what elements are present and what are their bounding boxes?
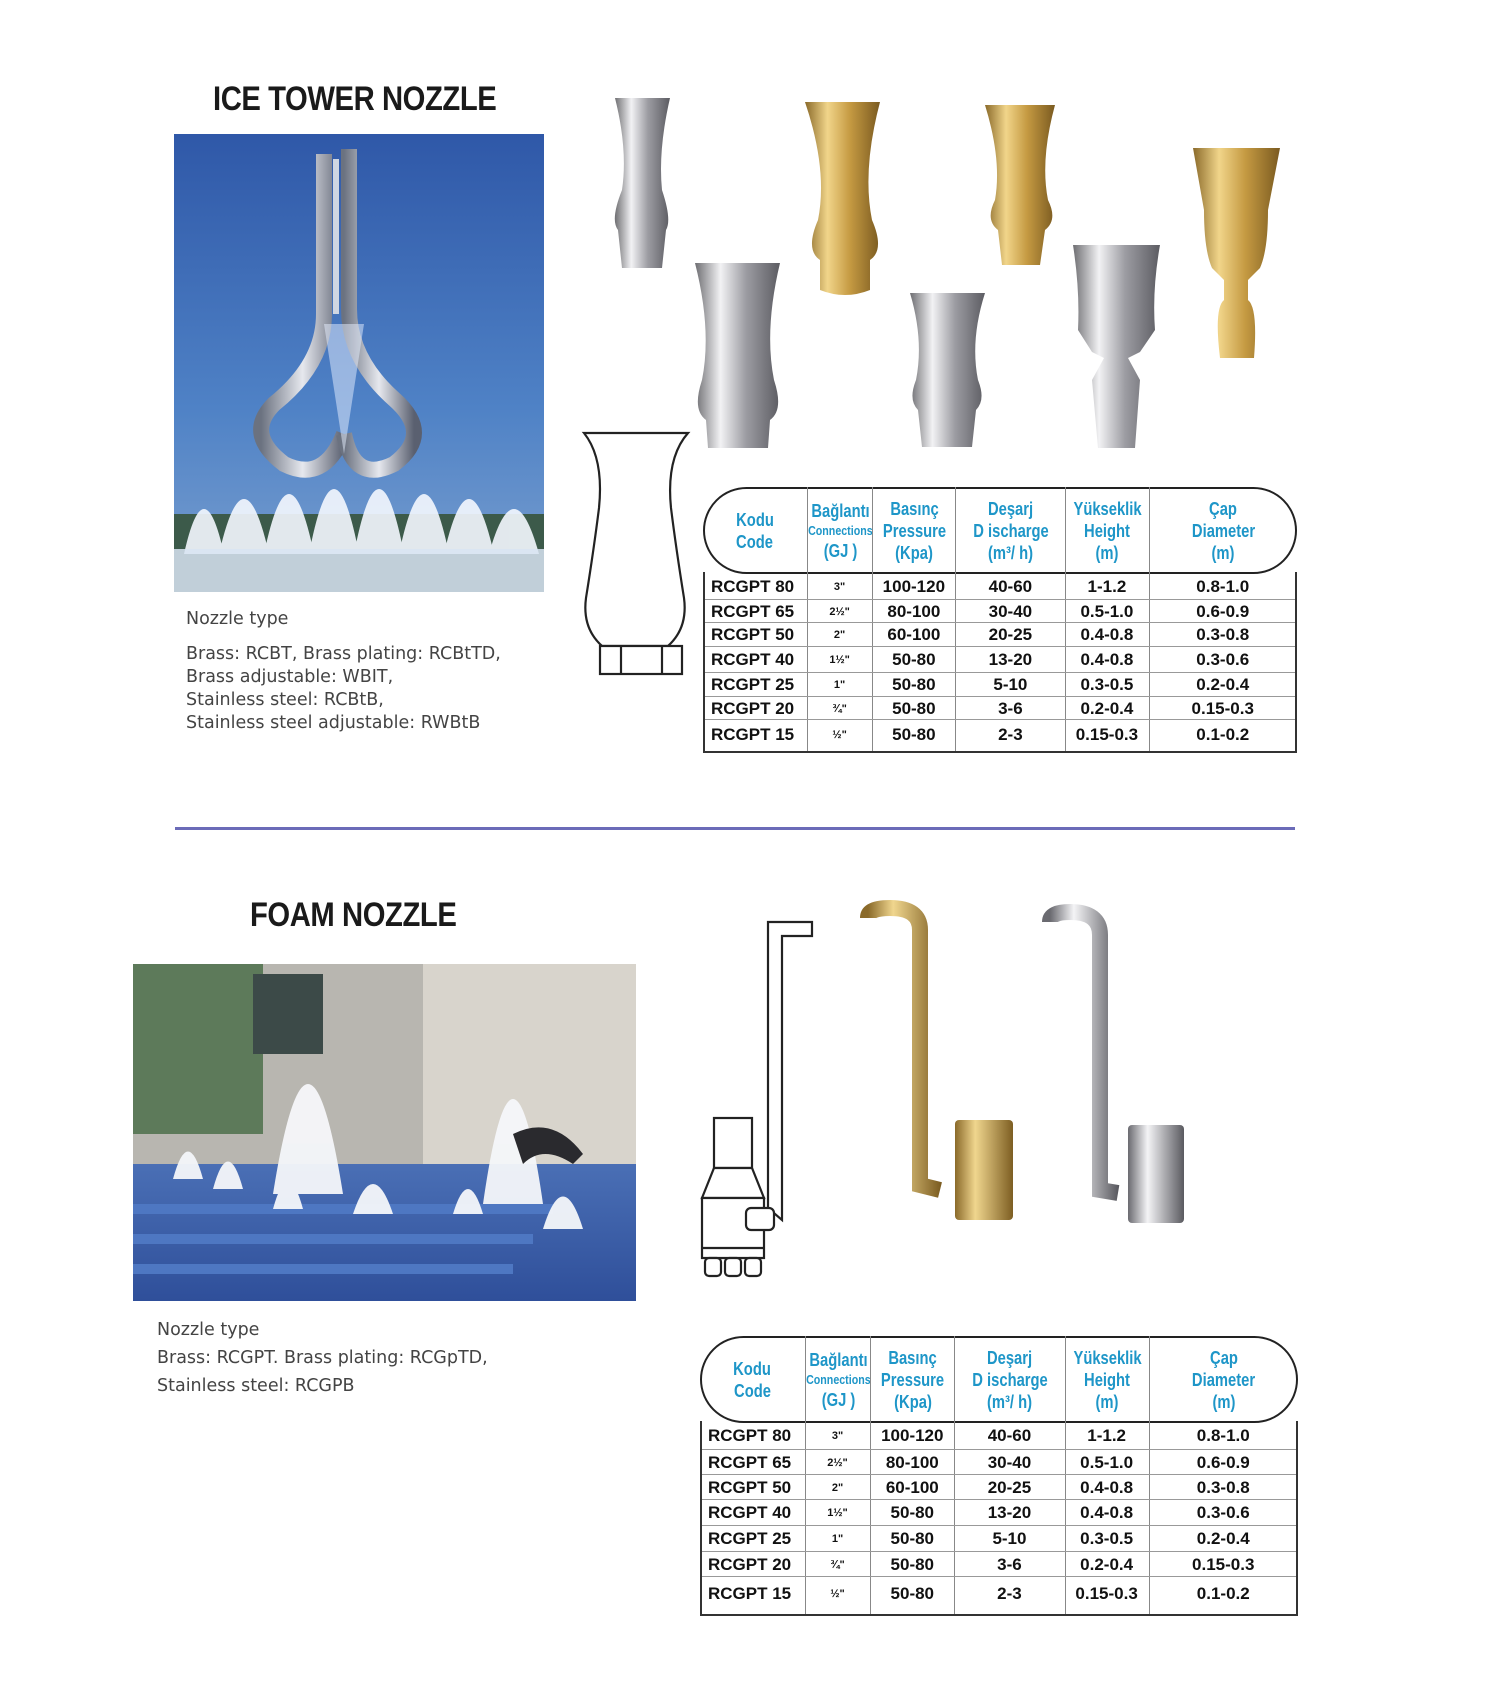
- table-cell: ½": [830, 1588, 845, 1600]
- table-header-cell: [954, 1336, 1065, 1423]
- table-cell: 50-80: [892, 650, 936, 669]
- header-label: (m³/ h): [987, 1391, 1033, 1412]
- table-row: [705, 719, 1295, 750]
- nozzle-photo-brass-2: [985, 105, 1055, 265]
- foam-nozzle-title: FOAM NOZZLE: [250, 896, 457, 934]
- table-cell: 100-120: [881, 1426, 944, 1445]
- header-label: Kodu: [736, 509, 774, 530]
- table-cell: ¾": [830, 1558, 845, 1571]
- header-label: Code: [736, 531, 774, 552]
- nozzle-type-item: Stainless steel: RCGPB: [157, 1376, 355, 1396]
- table-cell: 1": [831, 1533, 844, 1545]
- table-cell: 0.4-0.8: [1080, 1503, 1134, 1522]
- table-row: [702, 1449, 1296, 1475]
- foam-fountain-photo: [133, 964, 636, 1301]
- table-cell: 30-40: [988, 601, 1033, 621]
- table-cell: 0.15-0.3: [1075, 725, 1139, 744]
- table-row: [702, 1499, 1296, 1526]
- table-cell: 30-40: [987, 1452, 1032, 1472]
- header-label: Deşarj: [987, 1347, 1033, 1368]
- table-cell: 2½": [829, 605, 850, 618]
- header-label: Bağlantı: [808, 1349, 868, 1370]
- header-label: Diameter: [1192, 1369, 1256, 1390]
- table-cell: 0.2-0.4: [1080, 698, 1134, 718]
- table-cell: 1": [833, 679, 846, 691]
- nozzle-type-item: Stainless steel adjustable: RWBtB: [186, 713, 481, 733]
- table-header-cell: [807, 487, 872, 574]
- table-cell: 13-20: [987, 1503, 1032, 1522]
- nozzle-photo-brass-3: [1193, 148, 1280, 358]
- header-label: Çap: [1209, 498, 1238, 519]
- nozzle-photo-steel-2: [695, 263, 780, 448]
- header-label: (GJ ): [823, 540, 857, 561]
- table-cell: 80-100: [887, 601, 941, 621]
- table-cell: 0.8-1.0: [1196, 576, 1250, 596]
- header-label: Yükseklik: [1073, 1347, 1142, 1368]
- header-label: Code: [733, 1380, 771, 1401]
- table-cell: 2½": [827, 1456, 848, 1469]
- table-cell: RCGPT 25: [711, 675, 795, 694]
- table-cell: 0.1-0.2: [1196, 725, 1250, 744]
- nozzle-type-label: Nozzle type: [157, 1320, 260, 1340]
- table-header-cell: [1149, 487, 1298, 574]
- table-cell: 1-1.2: [1087, 576, 1127, 596]
- ice-tower-fountain-photo: [174, 134, 544, 592]
- foam-spec-table: [700, 1336, 1298, 1616]
- header-label: D ischarge: [972, 1369, 1048, 1390]
- foam-photo-steel: [1050, 912, 1184, 1223]
- header-label: Pressure: [882, 520, 946, 541]
- table-cell: RCGPT 15: [708, 1584, 792, 1603]
- nozzle-type-item: Stainless steel: RCBtB,: [186, 690, 384, 710]
- foam-photo-brass: [868, 908, 1013, 1220]
- table-cell: RCGPT 65: [711, 601, 795, 621]
- table-cell: 3-6: [997, 1554, 1022, 1574]
- table-cell: ¾": [832, 702, 847, 715]
- table-cell: RCGPT 40: [708, 1503, 792, 1522]
- table-cell: 2": [833, 629, 846, 641]
- table-body: [703, 572, 1297, 753]
- header-label: (m³/ h): [988, 542, 1034, 563]
- table-cell: 0.2-0.4: [1080, 1554, 1134, 1574]
- table-cell: 0.15-0.3: [1075, 1584, 1138, 1603]
- table-cell: 0.15-0.3: [1191, 698, 1254, 718]
- table-row: [705, 646, 1295, 673]
- table-cell: RCGPT 40: [711, 650, 795, 669]
- table-row: [702, 1576, 1296, 1611]
- table-cell: RCGPT 50: [708, 1477, 792, 1497]
- table-cell: 2": [831, 1481, 844, 1494]
- table-cell: RCGPT 80: [711, 576, 795, 596]
- header-label: (GJ ): [821, 1389, 855, 1410]
- nozzle-photo-steel-1: [615, 98, 670, 268]
- header-label: (m): [1095, 1391, 1119, 1412]
- table-cell: 0.4-0.8: [1080, 650, 1134, 669]
- table-cell: 13-20: [988, 650, 1033, 669]
- table-header-cell: [955, 487, 1065, 574]
- header-label: Deşarj: [988, 498, 1034, 519]
- table-cell: 0.2-0.4: [1196, 1529, 1250, 1548]
- header-label: Çap: [1209, 1347, 1238, 1368]
- table-cell: 1-1.2: [1087, 1426, 1126, 1445]
- foam-product-photos: [860, 900, 1200, 1230]
- table-row: [702, 1551, 1296, 1577]
- nozzle-photo-brass-1: [805, 102, 880, 295]
- table-cell: 50-80: [890, 1503, 935, 1522]
- table-header-cell: [870, 1336, 954, 1423]
- table-row: [705, 672, 1295, 697]
- ice-tower-nozzle-drawing: [576, 428, 694, 680]
- foam-nozzle-drawing: [690, 918, 816, 1278]
- table-cell: 20-25: [987, 1477, 1032, 1497]
- header-label: Height: [1084, 1369, 1131, 1390]
- table-cell: 0.3-0.6: [1196, 1503, 1250, 1522]
- header-label: (m): [1095, 542, 1119, 563]
- table-row: [705, 599, 1295, 623]
- table-cell: 80-100: [885, 1452, 939, 1472]
- table-cell: 0.5-1.0: [1080, 601, 1134, 621]
- header-label: (m): [1211, 542, 1235, 563]
- nozzle-photo-steel-4: [1073, 245, 1160, 448]
- nozzle-type-item: Brass: RCGPT. Brass plating: RCGpTD,: [157, 1348, 488, 1368]
- header-label: Connections: [807, 522, 873, 538]
- table-row: [705, 574, 1295, 599]
- table-cell: 60-100: [887, 625, 941, 644]
- table-row: [705, 696, 1295, 720]
- nozzle-type-label: Nozzle type: [186, 609, 289, 629]
- table-cell: 0.15-0.3: [1192, 1554, 1255, 1574]
- table-cell: 50-80: [890, 1554, 935, 1574]
- section-divider: [175, 827, 1295, 830]
- nozzle-type-item: Brass adjustable: WBIT,: [186, 667, 394, 687]
- table-cell: 60-100: [885, 1477, 939, 1497]
- table-cell: 3-6: [998, 698, 1023, 718]
- ice-tower-nozzle-types: [186, 608, 501, 735]
- table-cell: 0.3-0.5: [1080, 1529, 1134, 1548]
- table-body: [700, 1421, 1298, 1616]
- table-cell: 0.4-0.8: [1080, 1477, 1134, 1497]
- header-label: Kodu: [733, 1358, 772, 1379]
- foam-nozzle-types: [157, 1316, 488, 1400]
- header-label: Basınç: [890, 498, 939, 519]
- table-cell: 0.6-0.9: [1196, 601, 1250, 621]
- table-cell: 1½": [829, 654, 850, 666]
- table-cell: 0.8-1.0: [1196, 1426, 1250, 1445]
- table-cell: 5-10: [992, 1529, 1027, 1548]
- table-row: [702, 1474, 1296, 1500]
- header-label: Basınç: [888, 1347, 937, 1368]
- table-row: [702, 1423, 1296, 1449]
- table-cell: 100-120: [882, 576, 946, 596]
- table-cell: 0.6-0.9: [1196, 1452, 1250, 1472]
- table-cell: 0.1-0.2: [1196, 1584, 1250, 1603]
- table-row: [705, 622, 1295, 647]
- table-header-cell: [703, 487, 807, 574]
- ice-tower-spec-table: [703, 487, 1297, 753]
- table-cell: 0.3-0.6: [1196, 650, 1250, 669]
- table-cell: RCGPT 80: [708, 1426, 792, 1445]
- header-label: Bağlantı: [810, 500, 870, 521]
- header-label: (Kpa): [893, 1391, 932, 1412]
- table-cell: RCGPT 25: [708, 1529, 792, 1548]
- header-label: Diameter: [1191, 520, 1255, 541]
- header-label: (m): [1212, 1391, 1236, 1412]
- table-header-cell: [1065, 1336, 1149, 1423]
- table-cell: 2-3: [998, 725, 1023, 744]
- header-label: D ischarge: [973, 520, 1049, 541]
- table-cell: RCGPT 50: [711, 625, 795, 644]
- table-cell: 50-80: [892, 698, 936, 718]
- table-cell: 0.4-0.8: [1080, 625, 1134, 644]
- table-cell: 2-3: [997, 1584, 1022, 1603]
- table-header-cell: [805, 1336, 871, 1423]
- table-cell: 50-80: [890, 1584, 935, 1603]
- header-label: Yükseklik: [1073, 498, 1142, 519]
- table-cell: 0.2-0.4: [1196, 675, 1250, 694]
- table-cell: 0.5-1.0: [1080, 1452, 1134, 1472]
- ice-tower-title: ICE TOWER NOZZLE: [213, 80, 497, 118]
- table-cell: 40-60: [988, 576, 1033, 596]
- table-cell: 50-80: [890, 1529, 935, 1548]
- header-label: (Kpa): [895, 542, 934, 563]
- table-header-cell: [1065, 487, 1148, 574]
- ice-tower-product-photos: [600, 90, 1300, 460]
- header-label: Height: [1084, 520, 1131, 541]
- nozzle-photo-steel-3: [910, 293, 985, 447]
- table-cell: RCGPT 20: [711, 698, 795, 718]
- table-row: [702, 1525, 1296, 1552]
- table-cell: 50-80: [892, 725, 936, 744]
- table-cell: ½": [832, 729, 847, 741]
- header-label: Connections: [805, 1371, 871, 1387]
- table-cell: 3": [831, 1430, 844, 1442]
- table-cell: 3": [833, 580, 846, 593]
- table-cell: 50-80: [892, 675, 936, 694]
- table-header-cell: [700, 1336, 805, 1423]
- table-cell: 5-10: [993, 675, 1028, 694]
- table-cell: 1½": [827, 1507, 848, 1519]
- table-header-cell: [872, 487, 955, 574]
- table-header-cell: [1149, 1336, 1299, 1423]
- table-cell: RCGPT 20: [708, 1554, 792, 1574]
- header-label: Pressure: [881, 1369, 945, 1390]
- nozzle-type-item: Brass: RCBT, Brass plating: RCBtTD,: [186, 644, 501, 664]
- table-cell: 40-60: [987, 1426, 1032, 1445]
- table-cell: 0.3-0.8: [1196, 625, 1250, 644]
- table-cell: 0.3-0.5: [1080, 675, 1134, 694]
- table-cell: 20-25: [988, 625, 1033, 644]
- table-cell: 0.3-0.8: [1196, 1477, 1250, 1497]
- table-cell: RCGPT 15: [711, 725, 795, 744]
- table-cell: RCGPT 65: [708, 1452, 792, 1472]
